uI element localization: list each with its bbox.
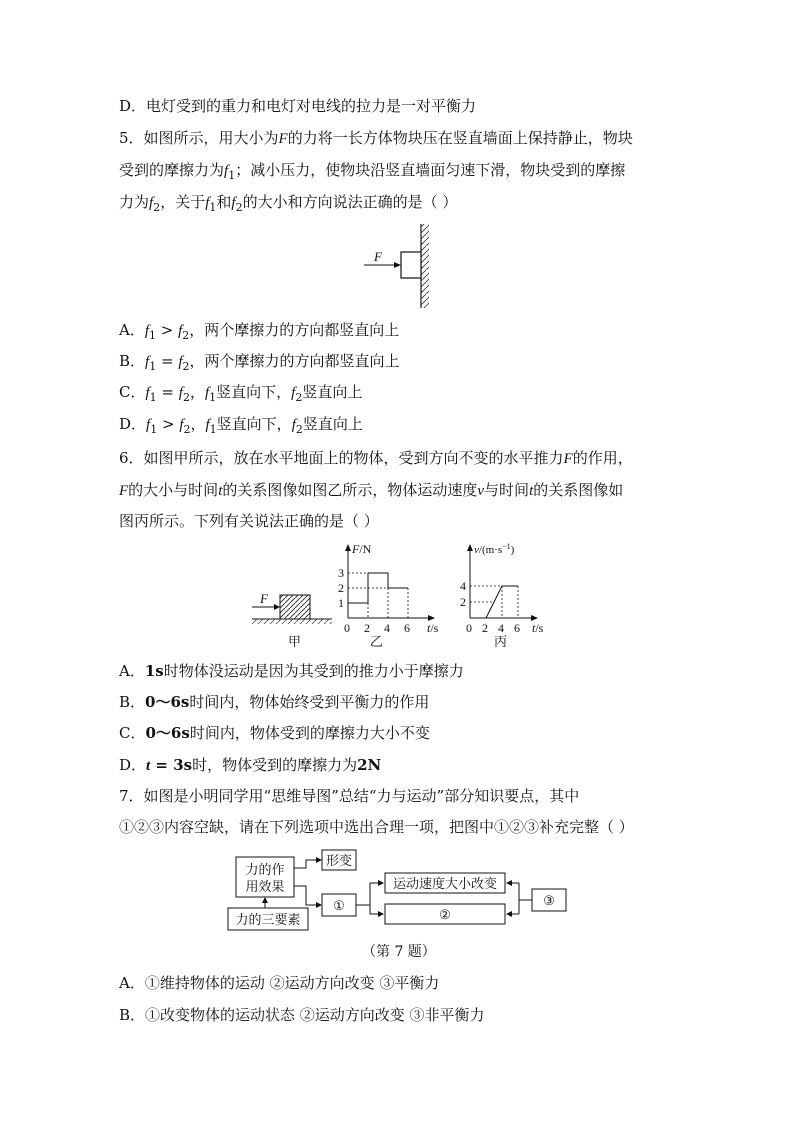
ytick-4: 4 xyxy=(460,579,466,593)
sub: 1 xyxy=(149,360,157,373)
q5-option-b xyxy=(119,351,400,377)
text: 竖直向下， xyxy=(216,383,292,401)
var: f xyxy=(291,417,296,433)
sub: 1 xyxy=(209,201,217,214)
q6-option-c xyxy=(119,723,430,743)
sub: 2 xyxy=(182,360,190,373)
text: 与时间 xyxy=(484,481,530,499)
box-deform-label: 形变 xyxy=(325,853,353,868)
caption-jia: 甲 xyxy=(288,634,302,649)
text: 的大小与时间 xyxy=(128,481,219,499)
var: f xyxy=(178,323,183,339)
xtick-4: 4 xyxy=(384,621,390,635)
text: 的关系图像如 xyxy=(533,481,624,499)
x-label: t/s xyxy=(427,621,439,635)
text: ，关于 xyxy=(160,193,206,211)
arrow-box1-head xyxy=(316,902,322,908)
xtick-0: 0 xyxy=(466,621,472,635)
box-1-label: ① xyxy=(333,898,345,913)
xtick-2: 2 xyxy=(482,621,488,635)
text: ， xyxy=(190,415,206,433)
q5-option-c xyxy=(119,382,362,408)
sub: 2 xyxy=(182,391,190,404)
box-3-label: ③ xyxy=(543,893,555,908)
var: F xyxy=(278,131,288,147)
text: = xyxy=(156,383,179,401)
text: 和 xyxy=(216,193,232,211)
q6-option-d xyxy=(119,755,381,776)
var: f xyxy=(204,385,210,401)
text: 竖直向下， xyxy=(216,415,292,433)
force-label: F xyxy=(374,249,382,264)
text: 5．如图所示，用大小为 xyxy=(119,129,279,147)
x-label: t/s xyxy=(532,621,544,635)
var: f xyxy=(179,417,184,433)
text: D． xyxy=(119,756,147,774)
var: f xyxy=(149,195,154,211)
value: 0～6s xyxy=(145,724,190,742)
var: f xyxy=(224,163,229,179)
y-label: $v/(m\cdot s^{-1})$ xyxy=(474,542,515,556)
box-effect-line2: 用效果 xyxy=(245,879,285,894)
arrow3-speed-head xyxy=(506,880,512,886)
arrow-up-head xyxy=(262,897,268,903)
var: f xyxy=(146,417,151,433)
ytick-2: 2 xyxy=(338,581,344,595)
q5-option-a xyxy=(119,320,399,346)
text: B． xyxy=(119,352,146,370)
box-three-elements-label: 力的三要素 xyxy=(235,912,301,927)
text: 竖直向上 xyxy=(302,415,363,433)
sub: 2 xyxy=(295,423,303,436)
arrow-deform-head xyxy=(316,857,322,863)
text: 时，物体受到的摩擦力为 xyxy=(192,756,358,774)
arrow-box2-head xyxy=(378,911,384,917)
sub: 1 xyxy=(228,169,236,182)
text: 受到的摩擦力为 xyxy=(119,161,225,179)
line-to-deform xyxy=(294,860,318,868)
sub: 2 xyxy=(295,391,303,404)
q7-option-a: A．①维持物体的运动 ②运动方向改变 ③平衡力 xyxy=(119,974,440,992)
box-2-label: ② xyxy=(439,907,451,922)
q5-figure xyxy=(360,222,460,312)
q5-stem-line3 xyxy=(119,192,457,218)
var: f xyxy=(144,323,150,339)
q6-stem-line2 xyxy=(119,480,623,501)
text: ，两个摩擦力的方向都竖直向上 xyxy=(189,352,400,370)
value: 0～6s xyxy=(145,693,190,711)
q7-figure-caption: （第 7 题） xyxy=(362,944,436,960)
q6-option-a xyxy=(119,661,464,681)
text: A． xyxy=(119,321,145,339)
q6-option-b xyxy=(119,692,429,712)
text: 力为 xyxy=(119,193,150,211)
sub: 1 xyxy=(150,423,158,436)
q5-stem-line2 xyxy=(119,160,625,186)
arrow3-box2-head xyxy=(506,911,512,917)
sub: 2 xyxy=(235,201,243,214)
q7-option-b: B．①改变物体的运动状态 ②运动方向改变 ③非平衡力 xyxy=(119,1006,485,1024)
var: v xyxy=(477,483,485,499)
var: F xyxy=(119,483,129,499)
var: f xyxy=(178,385,183,401)
ground-hatch xyxy=(252,619,332,624)
value: = 3s xyxy=(150,756,193,774)
text: 的作用， xyxy=(572,449,633,467)
var: f xyxy=(291,385,296,401)
value: 1s xyxy=(144,662,164,680)
sub: 1 xyxy=(209,423,217,436)
sub: 1 xyxy=(209,391,217,404)
text: ，两个摩擦力的方向都竖直向上 xyxy=(189,321,400,339)
text: 时间内，物体始终受到平衡力的作用 xyxy=(189,693,430,711)
q6-stem-line3: 图丙所示。下列有关说法正确的是（ ） xyxy=(119,512,379,530)
q7-stem-line2: ①②③内容空缺，请在下列选项中选出合理一项，把图中①②③补充完整（ ） xyxy=(119,818,634,836)
text: A． xyxy=(119,662,145,680)
text: 6．如图甲所示，放在水平地面上的物体，受到方向不变的水平推力 xyxy=(119,449,564,467)
var: f xyxy=(205,417,210,433)
q7-stem-line1: 7．如图是小明同学用“思维导图”总结“力与运动”部分知识要点，其中 xyxy=(119,787,580,805)
q5-stem-line1 xyxy=(119,128,633,149)
text: 竖直向上 xyxy=(302,383,363,401)
ytick-3: 3 xyxy=(338,566,344,580)
arrow-speed-head xyxy=(378,880,384,886)
ytick-2: 2 xyxy=(460,595,466,609)
var: t xyxy=(529,483,534,499)
text: = xyxy=(156,352,179,370)
var: f xyxy=(145,385,150,401)
text: D． xyxy=(119,415,147,433)
text: C． xyxy=(119,383,146,401)
y-label: F/N xyxy=(352,542,372,556)
text: ；减小压力，使物块沿竖直墙面匀速下滑，物块受到的摩擦 xyxy=(235,161,626,179)
value: 2N xyxy=(357,756,382,774)
q4-option-d: D．电灯受到的重力和电灯对电线的拉力是一对平衡力 xyxy=(119,97,477,115)
xtick-2: 2 xyxy=(364,621,370,635)
xtick-6: 6 xyxy=(404,621,410,635)
xtick-6: 6 xyxy=(514,621,520,635)
wall-hatch xyxy=(421,224,429,308)
xtick-4: 4 xyxy=(498,621,504,635)
sub: 2 xyxy=(153,201,161,214)
y-arrow xyxy=(345,544,351,551)
var: f xyxy=(145,354,150,370)
y-arrow xyxy=(467,544,473,551)
block-hatched xyxy=(280,595,310,619)
text: 的大小和方向说法正确的是（ ） xyxy=(242,193,458,211)
q7-mindmap xyxy=(222,846,582,936)
block xyxy=(401,252,421,278)
text: B． xyxy=(119,693,146,711)
text: C． xyxy=(119,724,146,742)
text: > xyxy=(156,321,179,339)
var: t xyxy=(146,758,151,774)
sub: 1 xyxy=(149,329,157,342)
sub: 1 xyxy=(149,391,157,404)
q5-option-d xyxy=(119,414,363,440)
var: f xyxy=(205,195,210,211)
fig-jia xyxy=(252,591,332,649)
text: > xyxy=(157,415,180,433)
q6-figure xyxy=(230,538,560,656)
fig-yi xyxy=(338,542,439,649)
text: 时间内，物体受到的摩擦力大小不变 xyxy=(189,724,430,742)
caption-yi: 乙 xyxy=(370,634,384,649)
box-effect-line1: 力的作 xyxy=(245,862,285,877)
text: 的关系图像如图乙所示，物体运动速度 xyxy=(222,481,478,499)
var: F xyxy=(563,451,573,467)
ytick-1: 1 xyxy=(338,596,344,610)
var: t xyxy=(218,483,223,499)
var: f xyxy=(178,354,183,370)
text: 时物体没运动是因为其受到的推力小于摩擦力 xyxy=(163,662,464,680)
q6-stem-line1 xyxy=(119,448,633,469)
arrow-head xyxy=(274,604,280,610)
text: 的力将一长方体物块压在竖直墙面上保持静止，物块 xyxy=(287,129,633,147)
var: f xyxy=(231,195,236,211)
sub: 2 xyxy=(183,423,191,436)
arrow-head xyxy=(394,262,401,268)
xtick-0: 0 xyxy=(344,621,350,635)
box-speed-label: 运动速度大小改变 xyxy=(392,876,498,891)
line-to-box1 xyxy=(294,886,318,905)
force-label: F xyxy=(260,591,268,606)
fig-bing xyxy=(460,542,544,649)
text: ， xyxy=(189,383,205,401)
caption-bing: 丙 xyxy=(494,634,508,649)
sub: 2 xyxy=(182,329,190,342)
